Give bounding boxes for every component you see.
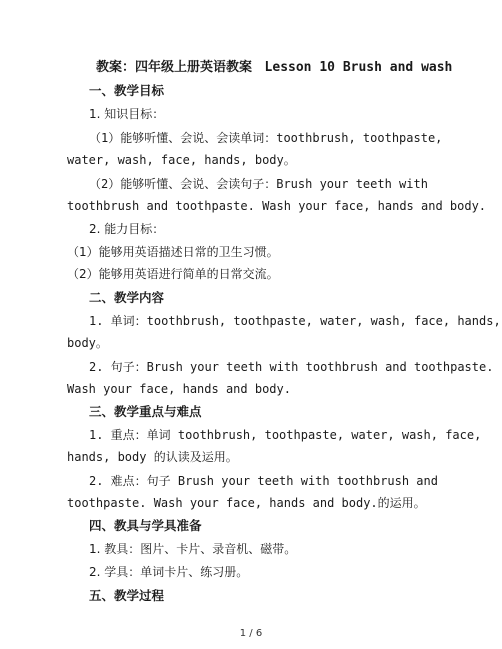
objective-ability: 2. 能力目标： [89,222,165,236]
content-words-1: 1. 单词：toothbrush, toothpaste, water, wash, face, hands, [89,314,501,328]
page-indicator: 1 / 6 [239,628,263,639]
section-heading-content: 二、教学内容 [89,290,165,305]
section-heading-objectives: 一、教学目标 [89,83,165,98]
document-title [96,56,452,75]
section-heading-process: 五、教学过程 [89,588,165,603]
objective-knowledge-sentences-2: toothbrush and toothpaste. Wash your face, hands and body. [67,199,487,213]
content-sentences-2: Wash your face, hands and body. [67,382,291,396]
title-chinese: 教案：四年级上册英语教案 [96,60,253,75]
objective-knowledge: 1. 知识目标： [89,107,165,121]
focus-difficulty-2: toothpaste. Wash your face, hands and body.的运用。 [67,496,426,510]
section-heading-materials: 四、教具与学具准备 [89,518,202,533]
section-heading-focus: 三、教学重点与难点 [89,404,202,419]
materials-teacher: 1. 教具：图片、卡片、录音机、磁带。 [89,542,297,556]
title-english: Lesson 10 Brush and wash [264,60,453,75]
objective-knowledge-words-1: （1）能够听懂、会说、会读单词：toothbrush, toothpaste, [89,131,443,145]
objective-ability-2: （2）能够用英语进行简单的日常交流。 [67,267,279,281]
content-words-2: body。 [67,336,108,350]
content-sentences-1: 2. 句子：Brush your teeth with toothbrush and toothpaste. [89,360,494,374]
materials-student: 2. 学具：单词卡片、练习册。 [89,565,249,579]
focus-key-2: hands, body 的认读及运用。 [67,450,238,464]
objective-knowledge-sentences-1: （2）能够听懂、会说、会读句子：Brush your teeth with [89,177,428,191]
objective-knowledge-words-2: water, wash, face, hands, body。 [67,153,296,167]
objective-ability-1: （1）能够用英语描述日常的卫生习惯。 [67,245,279,259]
focus-difficulty-1: 2. 难点：句子 Brush your teeth with toothbrush and [89,474,438,488]
focus-key-1: 1. 重点：单词 toothbrush, toothpaste, water, wash, face, [89,428,482,442]
